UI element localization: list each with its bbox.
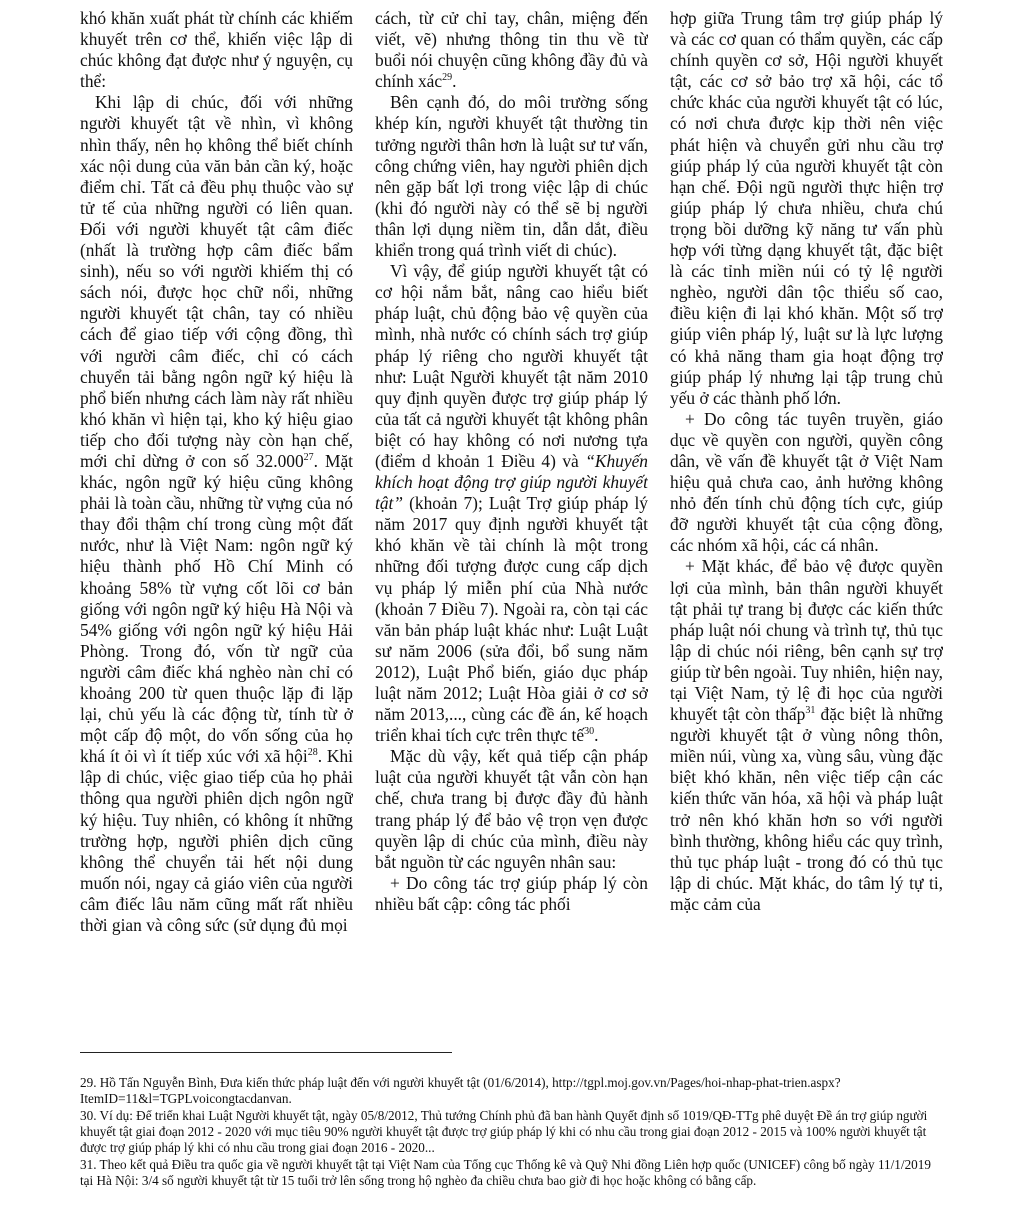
paragraph-text: cách, từ cử chỉ tay, chân, miệng đến viết, vẽ) nhưng thông tin thu về từ buổi nói chuyện cũng không đầy đủ và chính xác xyxy=(375,8,648,92)
paragraph-text: (khoản 7); Luật Trợ giúp pháp lý năm 2017 quy định người khuyết tật khó khăn về tài chính là một trong những đối tượng được cung cấp dịch vụ pháp lý miễn phí của Nhà nước (khoản 7 Điều 7). Ngoài ra, còn tại các văn bản pháp luật khác như: Luật Luật sư năm 2006 (sửa đổi, bổ sung năm 2012), Luật Phổ biến, giáo dục pháp luật năm 2012; Luật Hòa giải ở cơ sở năm 2013,..., cùng các đề án, kế hoạch triển khai tích cực trên thực tế xyxy=(375,493,648,746)
paragraph xyxy=(80,92,353,936)
paragraph-text: Bên cạnh đó, do môi trường sống khép kín, người khuyết tật thường tin tưởng người thân hơn là luật sư tư vấn, công chứng viên, hay người phiên dịch nên gặp bất lợi trong việc lập di chúc (khi đó người này có thể sẽ bị người thân lợi dụng niềm tin, dẫn dắt, điều khiển trong quá trình viết di chúc). xyxy=(375,92,648,261)
footnote-30: 30. Ví dụ: Để triển khai Luật Người khuyết tật, ngày 05/8/2012, Thủ tướng Chính phủ đã ban hành Quyết định số 1019/QĐ-TTg phê duyệt Đề án trợ giúp người khuyết tật giai đoạn 2012 - 2020 với mục tiêu 90% người khuyết tật được trợ giúp pháp lý khi có nhu cầu trong giai đoạn 2012 - 2015 và 100% người khuyết tật được trợ giúp pháp lý khi có nhu cầu trong giai đoạn 2016 - 2020... xyxy=(80,1108,928,1155)
paragraph-text: hợp giữa Trung tâm trợ giúp pháp lý và các cơ quan có thẩm quyền, các cấp chính quyền cơ sở, Hội người khuyết tật, các cơ sở bảo trợ xã hội, các tổ chức khác của người khuyết tật có lúc, có nơi chưa được kịp thời nên việc phát hiện và chuyển gửi nhu cầu trợ giúp pháp lý của người khuyết tật còn hạn chế. Đội ngũ người thực hiện trợ giúp pháp lý chưa nhiều, chưa chú trọng bồi dưỡng kỹ năng tư vấn phù hợp với từng dạng khuyết tật, đặc biệt là các tỉnh miền núi có tỷ lệ người nghèo, người dân tộc thiểu số cao, điều kiện đi lại khó khăn. Một số trợ giúp viên pháp lý, luật sư là lực lượng có khả năng tham gia hoạt động trợ giúp pháp lý nhưng lại tập trung chủ yếu ở các thành phố lớn. xyxy=(670,8,943,408)
paragraph-text: Mặc dù vậy, kết quả tiếp cận pháp luật của người khuyết tật vẫn còn hạn chế, chưa trang bị được đầy đủ hành trang pháp lý để bảo vệ trọn vẹn được quyền lập di chúc của mình, điều này bắt nguồn từ các nguyên nhân sau: xyxy=(375,746,648,872)
paragraph xyxy=(670,556,943,915)
paragraph xyxy=(375,8,648,92)
paragraph-text: . xyxy=(594,725,599,746)
footnote-ref: 28 xyxy=(307,747,318,759)
paragraph-text: . Khi lập di chúc, việc giao tiếp của họ phải thông qua người phiên dịch ngôn ngữ ký hiệu. Tuy nhiên, có không ít những trường hợp, người phiên dịch cũng không thể chuyển tải hết nội dung muốn nói, ngay cả giáo viên của người câm điếc lâu năm cũng mất rất nhiều thời gian và công sức (sử dụng đủ mọi xyxy=(80,746,353,936)
footnote-ref: 30 xyxy=(584,726,595,738)
paragraph-text: Khi lập di chúc, đối với những người khuyết tật về nhìn, vì không nhìn thấy, nên họ không thể biết chính xác nội dung của văn bản cần ký, hoặc điểm chỉ. Tất cả đều phụ thuộc vào sự tử tế của những người có liên quan. Đối với người khuyết tật câm điếc (nhất là trường hợp câm điếc bẩm sinh), nếu so với người khiếm thị có sách nói, được học chữ nổi, những người khuyết tật chân, tay có nhiều cách để giao tiếp với cộng đồng, thì với người câm điếc, chỉ có cách chuyển tải bằng ngôn ngữ ký hiệu là phổ biến nhưng cách làm này rất nhiều khó khăn vì hiện tại, kho ký hiệu giao tiếp cho đối tượng này còn hạn chế, mới chỉ dừng ở con số 32.000 xyxy=(80,92,353,471)
paragraph-text: + Do công tác trợ giúp pháp lý còn nhiều bất cập: công tác phối xyxy=(375,872,648,914)
column-2 xyxy=(375,8,648,1038)
paragraph xyxy=(375,746,648,873)
body-columns xyxy=(80,8,944,1038)
footnote-ref: 27 xyxy=(303,452,314,464)
column-3 xyxy=(670,8,943,1038)
footnote-31: 31. Theo kết quả Điều tra quốc gia về người khuyết tật tại Việt Nam của Tổng cục Thống kê và Quỹ Nhi đồng Liên hợp quốc (UNICEF) công bố ngày 11/1/2019 tại Hà Nội: 3/4 số người khuyết tật từ 15 tuổi trở lên sống trong hộ nghèo đa chiều chưa bao giờ đi học hoặc không có bằng cấp. xyxy=(80,1157,931,1188)
footnote-ref: 29 xyxy=(442,72,453,84)
quoted-text: “Khuyến khích hoạt động trợ giúp người khuyết tật” xyxy=(375,450,648,514)
paragraph xyxy=(80,8,353,92)
paragraph-text: . Mặt khác, ngôn ngữ ký hiệu cũng không phải là toàn cầu, những từ vựng của nó thay đổi thậm chí trong cùng một đất nước, như là Việt Nam: ngôn ngữ ký hiệu thành phố Hồ Chí Minh có khoảng 58% từ vựng cốt lõi cơ bản giống với ngôn ngữ ký hiệu Hà Nội và 54% giống với ngôn ngữ ký hiệu Hải Phòng. Trong đó, vốn từ ngữ của người câm điếc khá nghèo nàn chỉ có khoảng 200 từ quen thuộc lặp đi lặp lại, chủ yếu là các động từ, tính từ ở một cấp độ một, do vốn sống của họ khá ít ỏi vì ít tiếp xúc với xã hội xyxy=(80,450,353,767)
footnote-ref: 31 xyxy=(805,705,816,717)
paragraph-text: + Do công tác tuyên truyền, giáo dục về quyền con người, quyền công dân, về vấn đề khuyết tật ở Việt Nam hiệu quả chưa cao, ảnh hưởng không nhỏ đến tính chủ động tích cực, giúp đỡ người khuyết tật của cộng đồng, các nhóm xã hội, các cá nhân. xyxy=(670,408,943,556)
paragraph xyxy=(375,92,648,261)
footnotes xyxy=(80,1075,944,1190)
paragraph xyxy=(670,409,943,557)
footnote-divider xyxy=(80,1052,452,1053)
paragraph-text: . xyxy=(452,71,457,92)
footnote-29: 29. Hồ Tấn Nguyễn Bình, Đưa kiến thức pháp luật đến với người khuyết tật (01/6/2014), http://tgpl.moj.gov.vn/Pages/hoi-nhap-phat-trien.aspx?ItemID=11&l=TGPLvoicongtacdanvan. xyxy=(80,1075,841,1106)
paragraph-text: khó khăn xuất phát từ chính các khiếm khuyết trên cơ thể, khiến việc lập di chúc không đạt được như ý nguyện, cụ thể: xyxy=(80,8,353,92)
paragraph-text: đặc biệt là những người khuyết tật ở vùng nông thôn, miền núi, vùng xa, vùng sâu, vùng đặc biệt khó khăn, nên việc tiếp cận các kiến thức văn hóa, xã hội và pháp luật trở nên khó khăn hơn so với người bình thường, không hiểu các quy trình, thủ tục pháp luật - trong đó có thủ tục lập di chúc. Mặt khác, do tâm lý tự ti, mặc cảm của xyxy=(670,704,943,914)
paragraph xyxy=(670,8,943,409)
paragraph-text: Vì vậy, để giúp người khuyết tật có cơ hội nắm bắt, nâng cao hiểu biết pháp luật, chủ động bảo vệ quyền của mình, nhà nước có chính sách trợ giúp pháp lý riêng cho người khuyết tật như: Luật Người khuyết tật năm 2010 quy định quyền được trợ giúp pháp lý của tất cả người khuyết tật không phân biệt có hay không có nơi nương tựa (điểm d khoản 1 Điều 4) và xyxy=(375,261,648,471)
column-1 xyxy=(80,8,353,1038)
paragraph xyxy=(375,261,648,746)
paragraph-text: + Mặt khác, để bảo vệ được quyền lợi của mình, bản thân người khuyết tật phải tự trang bị được các kiến thức pháp luật nói chung và trình tự, thủ tục lập di chúc nói riêng, bên cạnh sự trợ giúp từ bên ngoài. Tuy nhiên, hiện nay, tại Việt Nam, tỷ lệ đi học của người khuyết tật còn thấp xyxy=(670,556,943,725)
paragraph xyxy=(375,873,648,915)
